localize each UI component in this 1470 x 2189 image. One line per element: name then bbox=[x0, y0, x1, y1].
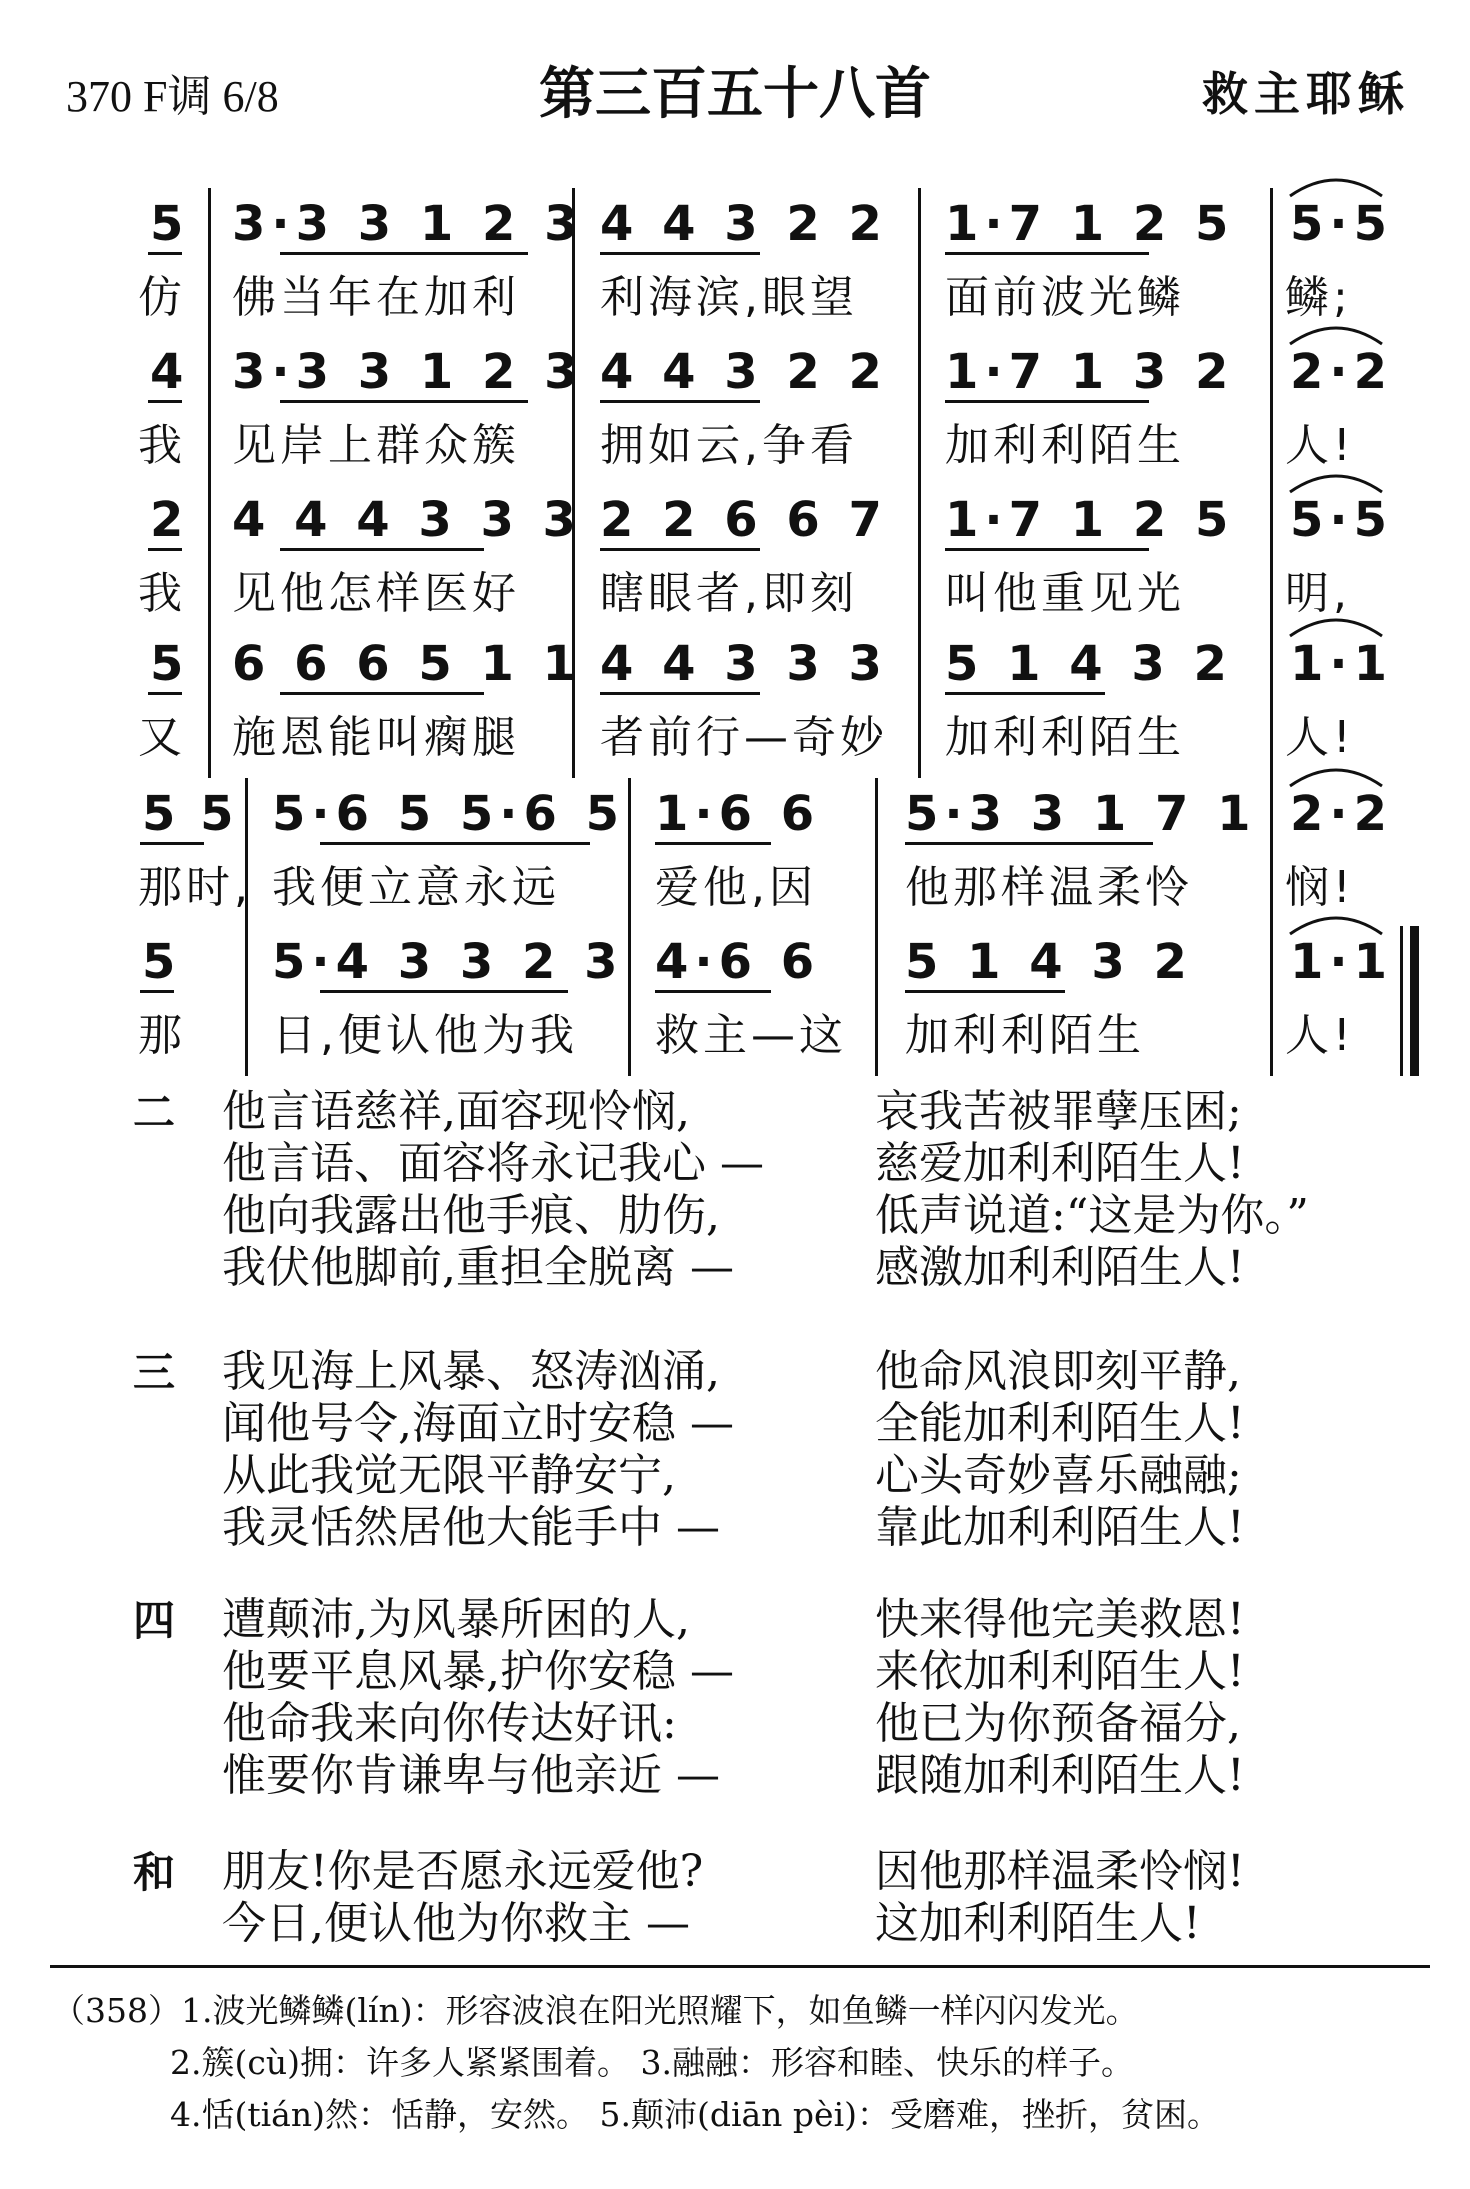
lyric-segment: 叫他重见光 bbox=[945, 568, 1185, 619]
measure-notes: 1·6 6 bbox=[655, 786, 821, 842]
beat-underline bbox=[905, 842, 1153, 845]
beat-underline bbox=[280, 400, 528, 403]
lyric-segment: 者前行—奇妙 bbox=[600, 712, 888, 763]
lyric-segment: 我 bbox=[138, 568, 186, 619]
measure-notes: 3·3 3 1 2 3 bbox=[232, 344, 584, 400]
lyric-segment: 利海滨,眼望 bbox=[600, 272, 858, 323]
lyric-segment: 我便立意永远 bbox=[272, 862, 560, 913]
barline bbox=[628, 778, 631, 928]
pickup-notes: 4 bbox=[150, 344, 188, 400]
barline bbox=[1270, 778, 1273, 928]
barline bbox=[208, 484, 211, 634]
pickup-notes: 5 bbox=[150, 196, 188, 252]
beat-underline bbox=[280, 252, 528, 255]
lyric-segment: 见岸上群众簇 bbox=[232, 420, 520, 471]
verse-line: 他言语、面容将永记我心 — bbox=[222, 1138, 764, 1189]
tie-arc bbox=[1286, 466, 1386, 496]
pickup-notes: 5 5 bbox=[142, 786, 238, 842]
lyric-segment: 面前波光鳞 bbox=[945, 272, 1185, 323]
verse-line: 全能加利利陌生人! bbox=[875, 1398, 1245, 1449]
lyric-segment: 人! bbox=[1285, 712, 1355, 763]
beat-underline bbox=[655, 842, 771, 845]
measure-notes: 1·7 1 2 5 bbox=[945, 492, 1235, 548]
measure-notes: 5·5 bbox=[1290, 196, 1394, 252]
beat-underline bbox=[140, 842, 204, 845]
footnote-divider bbox=[50, 1965, 1430, 1968]
lyric-segment: 那 bbox=[138, 1010, 186, 1061]
measure-notes: 2 2 6 6 7 bbox=[600, 492, 888, 548]
barline bbox=[1270, 926, 1273, 1076]
measure-notes: 1·7 1 2 5 bbox=[945, 196, 1235, 252]
measure-notes: 2·2 bbox=[1290, 344, 1394, 400]
lyric-segment: 鳞; bbox=[1285, 272, 1352, 323]
beat-underline bbox=[140, 990, 174, 993]
lyric-segment: 明, bbox=[1285, 568, 1351, 619]
measure-notes: 3·3 3 1 2 3 bbox=[232, 196, 584, 252]
beat-underline bbox=[945, 692, 1105, 695]
pickup-notes: 5 bbox=[150, 636, 188, 692]
beat-underline bbox=[600, 548, 760, 551]
verse-number: 三 bbox=[133, 1348, 176, 1397]
verse-line: 快来得他完美救恩! bbox=[875, 1594, 1245, 1645]
verse-line: 来依加利利陌生人! bbox=[875, 1646, 1245, 1697]
pickup-notes: 2 bbox=[150, 492, 188, 548]
lyric-segment: 悯! bbox=[1285, 862, 1355, 913]
beat-underline bbox=[655, 990, 771, 993]
measure-notes: 5·6 5 5·6 5 bbox=[272, 786, 625, 842]
verse-line: 跟随加利利陌生人! bbox=[875, 1750, 1245, 1801]
measure-notes: 5 1 4 3 2 bbox=[945, 636, 1233, 692]
barline bbox=[1270, 188, 1273, 338]
barline bbox=[918, 336, 921, 486]
measure-notes: 4 4 3 2 2 bbox=[600, 196, 888, 252]
beat-underline bbox=[600, 252, 760, 255]
barline bbox=[208, 188, 211, 338]
measure-notes: 4 4 4 3 3 3 bbox=[232, 492, 582, 548]
verse-line: 他向我露出他手痕、肋伤, bbox=[222, 1190, 720, 1241]
lyric-segment: 日,便认他为我 bbox=[272, 1010, 578, 1061]
lyric-segment: 那时, bbox=[138, 862, 252, 913]
measure-notes: 6 6 6 5 1 1 bbox=[232, 636, 582, 692]
measure-notes: 2·2 bbox=[1290, 786, 1394, 842]
beat-underline bbox=[600, 400, 760, 403]
tie-arc bbox=[1286, 318, 1386, 348]
verse-number: 和 bbox=[133, 1848, 176, 1897]
measure-notes: 4·6 6 bbox=[655, 934, 821, 990]
beat-underline bbox=[600, 692, 760, 695]
verse-line: 我见海上风暴、怒涛汹涌, bbox=[222, 1346, 720, 1397]
barline bbox=[1270, 484, 1273, 634]
lyric-segment: 仿 bbox=[138, 272, 186, 323]
barline bbox=[1270, 628, 1273, 778]
barline bbox=[628, 926, 631, 1076]
barline bbox=[918, 628, 921, 778]
footnote-line: 4.恬(tián)然：恬静，安然。 5.颠沛(diān pèi)：受磨难，挫折，贫困。 bbox=[170, 2095, 1221, 2134]
beat-underline bbox=[945, 548, 1149, 551]
beat-underline bbox=[905, 990, 1065, 993]
measure-notes: 5·4 3 3 2 3 bbox=[272, 934, 624, 990]
lyric-segment: 我 bbox=[138, 420, 186, 471]
lyric-segment: 瞎眼者,即刻 bbox=[600, 568, 858, 619]
lyric-segment: 加利利陌生 bbox=[905, 1010, 1145, 1061]
verse-line: 他命我来向你传达好讯: bbox=[222, 1698, 677, 1749]
verse-line: 靠此加利利陌生人! bbox=[875, 1502, 1245, 1553]
verse-line: 心头奇妙喜乐融融; bbox=[875, 1450, 1242, 1501]
beat-underline bbox=[320, 842, 590, 845]
beat-underline bbox=[148, 692, 182, 695]
verse-line: 慈爱加利利陌生人! bbox=[875, 1138, 1245, 1189]
barline bbox=[875, 926, 878, 1076]
verse-line: 我灵恬然居他大能手中 — bbox=[222, 1502, 720, 1553]
footnote-line: （358）1.波光鳞鳞(lín)：形容波浪在阳光照耀下，如鱼鳞一样闪闪发光。 bbox=[52, 1991, 1139, 2030]
beat-underline bbox=[320, 990, 568, 993]
beat-underline bbox=[148, 548, 182, 551]
barline bbox=[918, 484, 921, 634]
verse-line: 低声说道:“这是为你。” bbox=[875, 1190, 1309, 1241]
tie-arc bbox=[1286, 760, 1386, 790]
measure-notes: 1·1 bbox=[1290, 636, 1394, 692]
lyric-segment: 人! bbox=[1285, 1010, 1355, 1061]
tie-arc bbox=[1286, 908, 1386, 938]
lyric-segment: 爱他,因 bbox=[655, 862, 817, 913]
verse-line: 遭颠沛,为风暴所困的人, bbox=[222, 1594, 690, 1645]
lyric-segment: 又 bbox=[138, 712, 186, 763]
verse-line: 他命风浪即刻平静, bbox=[875, 1346, 1241, 1397]
barline bbox=[208, 336, 211, 486]
verse-line: 他要平息风暴,护你安稳 — bbox=[222, 1646, 734, 1697]
beat-underline bbox=[148, 252, 182, 255]
hymn-number-key-time: 370 F调 6/8 bbox=[66, 72, 279, 121]
verse-line: 哀我苦被罪孽压困; bbox=[875, 1086, 1242, 1137]
verse-line: 因他那样温柔怜悯! bbox=[875, 1846, 1245, 1897]
verse-line: 今日,便认他为你救主 — bbox=[222, 1898, 690, 1949]
hymn-title: 第三百五十八首 bbox=[539, 62, 931, 127]
tie-arc bbox=[1286, 610, 1386, 640]
measure-notes: 5·5 bbox=[1290, 492, 1394, 548]
verse-line: 感激加利利陌生人! bbox=[875, 1242, 1245, 1293]
lyric-segment: 加利利陌生 bbox=[945, 712, 1185, 763]
measure-notes: 1·1 bbox=[1290, 934, 1394, 990]
final-barline-thin bbox=[1400, 926, 1403, 1076]
footnote-line: 2.簇(cù)拥：许多人紧紧围着。 3.融融：形容和睦、快乐的样子。 bbox=[170, 2043, 1134, 2082]
barline bbox=[918, 188, 921, 338]
barline bbox=[875, 778, 878, 928]
verse-number: 二 bbox=[133, 1088, 176, 1137]
hymn-theme: 救主耶稣 bbox=[1202, 67, 1410, 121]
pickup-notes: 5 bbox=[142, 934, 180, 990]
verse-line: 从此我觉无限平静安宁, bbox=[222, 1450, 676, 1501]
beat-underline bbox=[945, 400, 1149, 403]
verse-line: 闻他号令,海面立时安稳 — bbox=[222, 1398, 734, 1449]
verse-line: 我伏他脚前,重担全脱离 — bbox=[222, 1242, 734, 1293]
beat-underline bbox=[148, 400, 182, 403]
measure-notes: 4 4 3 2 2 bbox=[600, 344, 888, 400]
barline bbox=[245, 926, 248, 1076]
beat-underline bbox=[280, 548, 484, 551]
beat-underline bbox=[945, 252, 1149, 255]
final-barline-thick bbox=[1410, 926, 1419, 1076]
measure-notes: 1·7 1 3 2 bbox=[945, 344, 1235, 400]
measure-notes: 4 4 3 3 3 bbox=[600, 636, 888, 692]
lyric-segment: 施恩能叫瘸腿 bbox=[232, 712, 520, 763]
verse-line: 这加利利陌生人! bbox=[875, 1898, 1201, 1949]
verse-line: 惟要你肯谦卑与他亲近 — bbox=[222, 1750, 720, 1801]
lyric-segment: 人! bbox=[1285, 420, 1355, 471]
lyric-segment: 救主—这 bbox=[655, 1010, 847, 1061]
tie-arc bbox=[1286, 170, 1386, 200]
verse-line: 他言语慈祥,面容现怜悯, bbox=[222, 1086, 690, 1137]
measure-notes: 5·3 3 1 7 1 bbox=[905, 786, 1257, 842]
verse-number: 四 bbox=[133, 1596, 176, 1645]
barline bbox=[208, 628, 211, 778]
verse-line: 他已为你预备福分, bbox=[875, 1698, 1241, 1749]
beat-underline bbox=[280, 692, 484, 695]
barline bbox=[1270, 336, 1273, 486]
lyric-segment: 佛当年在加利 bbox=[232, 272, 520, 323]
lyric-segment: 他那样温柔怜 bbox=[905, 862, 1193, 913]
lyric-segment: 拥如云,争看 bbox=[600, 420, 858, 471]
lyric-segment: 见他怎样医好 bbox=[232, 568, 520, 619]
lyric-segment: 加利利陌生 bbox=[945, 420, 1185, 471]
verse-line: 朋友!你是否愿永远爱他? bbox=[222, 1846, 704, 1897]
measure-notes: 5 1 4 3 2 bbox=[905, 934, 1193, 990]
